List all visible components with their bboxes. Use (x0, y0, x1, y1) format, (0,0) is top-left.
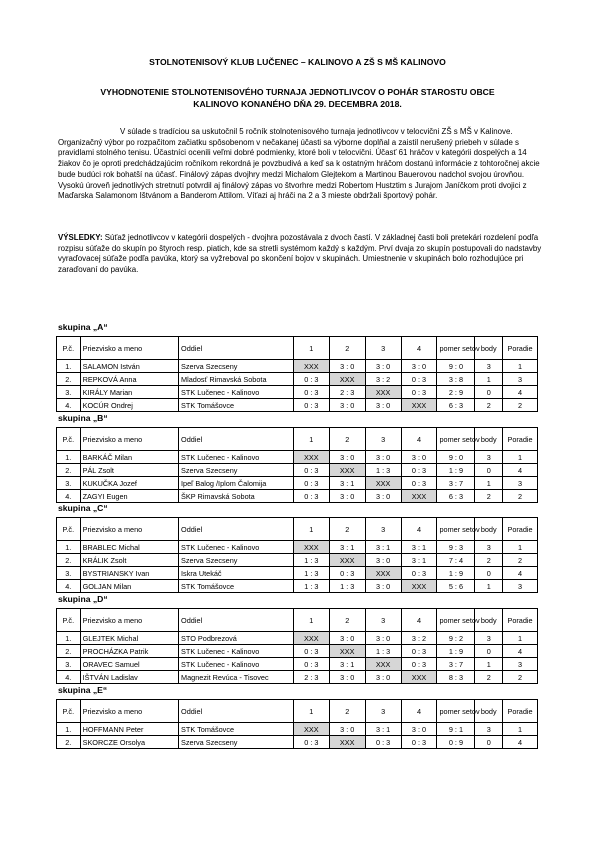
table-header-row (57, 700, 538, 723)
header-col-2: 2 (329, 700, 365, 723)
document-title-line-2: KALINOVO KONANÉHO DŇA 29. DECEMBRA 2018. (193, 99, 402, 109)
match-score: 3 : 0 (329, 399, 365, 412)
match-score: 0 : 3 (401, 567, 437, 580)
table-row (57, 671, 538, 684)
header-col-3: 3 (365, 428, 401, 451)
match-score: 0 : 3 (401, 386, 437, 399)
set-ratio: 9 : 2 (437, 632, 475, 645)
match-score: 0 : 3 (401, 645, 437, 658)
player-club: STK Lučenec - Kalinovo (179, 645, 294, 658)
match-score: XXX (293, 451, 329, 464)
points: 2 (475, 671, 503, 684)
row-number: 1. (57, 541, 81, 554)
header-club: Oddiel (179, 337, 294, 360)
match-score: 0 : 3 (365, 736, 401, 749)
table-row (57, 477, 538, 490)
row-number: 2. (57, 554, 81, 567)
match-score: 3 : 0 (365, 399, 401, 412)
row-number: 2. (57, 373, 81, 386)
match-score: XXX (329, 464, 365, 477)
points: 2 (475, 554, 503, 567)
rank: 4 (503, 736, 538, 749)
rank: 2 (503, 399, 538, 412)
player-club: STK Lučenec - Kalinovo (179, 386, 294, 399)
points: 3 (475, 632, 503, 645)
player-name: REPKOVÁ Anna (80, 373, 178, 386)
player-club: STK Lučenec - Kalinovo (179, 541, 294, 554)
header-pc: P.č. (57, 337, 81, 360)
table-row (57, 464, 538, 477)
group-title: skupina „D“ (58, 594, 108, 604)
match-score: 3 : 2 (401, 632, 437, 645)
points: 0 (475, 567, 503, 580)
header-pc: P.č. (57, 428, 81, 451)
match-score: 0 : 3 (293, 386, 329, 399)
points: 3 (475, 451, 503, 464)
points: 1 (475, 580, 503, 593)
header-col-2: 2 (329, 428, 365, 451)
header-col-1: 1 (293, 337, 329, 360)
header-points: body (475, 518, 503, 541)
match-score: 3 : 0 (365, 451, 401, 464)
match-score: 0 : 3 (401, 477, 437, 490)
match-score: XXX (365, 386, 401, 399)
header-club: Oddiel (179, 428, 294, 451)
header-col-3: 3 (365, 609, 401, 632)
match-score: 3 : 1 (401, 554, 437, 567)
match-score: XXX (365, 477, 401, 490)
row-number: 2. (57, 464, 81, 477)
table-header-row (57, 518, 538, 541)
set-ratio: 6 : 3 (437, 490, 475, 503)
table-row (57, 632, 538, 645)
points: 3 (475, 723, 503, 736)
points: 2 (475, 490, 503, 503)
player-name: BYSTRIANSKY Ivan (80, 567, 178, 580)
match-score: 0 : 3 (401, 464, 437, 477)
table-header-row (57, 337, 538, 360)
player-name: ZAGYI Eugen (80, 490, 178, 503)
row-number: 3. (57, 386, 81, 399)
header-club: Oddiel (179, 700, 294, 723)
rank: 4 (503, 567, 538, 580)
rank: 3 (503, 373, 538, 386)
match-score: XXX (293, 360, 329, 373)
match-score: 1 : 3 (365, 645, 401, 658)
header-col-2: 2 (329, 518, 365, 541)
set-ratio: 9 : 0 (437, 451, 475, 464)
header-club: Oddiel (179, 609, 294, 632)
match-score: 0 : 3 (401, 658, 437, 671)
match-score: XXX (329, 554, 365, 567)
group-table (56, 427, 538, 503)
table-row (57, 580, 538, 593)
group-title: skupina „E“ (58, 685, 108, 695)
player-name: SALAMON István (80, 360, 178, 373)
match-score: 3 : 2 (365, 373, 401, 386)
points: 1 (475, 373, 503, 386)
player-club: Szerva Szecseny (179, 360, 294, 373)
header-name: Priezvisko a meno (80, 609, 178, 632)
set-ratio: 8 : 3 (437, 671, 475, 684)
player-name: BARKÁČ Milan (80, 451, 178, 464)
rank: 4 (503, 464, 538, 477)
player-club: STK Lučenec - Kalinovo (179, 451, 294, 464)
player-name: PROCHÁZKA Patrik (80, 645, 178, 658)
rank: 3 (503, 658, 538, 671)
player-name: KRÁLIK Zsolt (80, 554, 178, 567)
match-score: 3 : 0 (365, 490, 401, 503)
header-points: body (475, 609, 503, 632)
header-rank: Poradie (503, 428, 538, 451)
rank: 1 (503, 451, 538, 464)
match-score: 0 : 3 (293, 477, 329, 490)
header-col-4: 4 (401, 337, 437, 360)
header-col-1: 1 (293, 700, 329, 723)
header-col-4: 4 (401, 518, 437, 541)
table-row (57, 736, 538, 749)
table-row (57, 567, 538, 580)
match-score: XXX (401, 399, 437, 412)
rank: 3 (503, 580, 538, 593)
match-score: 3 : 0 (329, 360, 365, 373)
match-score: XXX (329, 736, 365, 749)
points: 0 (475, 736, 503, 749)
header-set-ratio: pomer setov (437, 337, 475, 360)
match-score: 0 : 3 (293, 490, 329, 503)
table-header-row (57, 428, 538, 451)
player-club: Magnezit Revúca - Tisovec (179, 671, 294, 684)
player-club: Szerva Szecseny (179, 554, 294, 567)
header-col-3: 3 (365, 518, 401, 541)
match-score: 0 : 3 (401, 373, 437, 386)
match-score: XXX (401, 580, 437, 593)
row-number: 4. (57, 490, 81, 503)
match-score: XXX (293, 541, 329, 554)
table-row (57, 386, 538, 399)
match-score: 0 : 3 (293, 736, 329, 749)
header-col-4: 4 (401, 700, 437, 723)
set-ratio: 2 : 9 (437, 386, 475, 399)
match-score: XXX (365, 658, 401, 671)
set-ratio: 1 : 9 (437, 645, 475, 658)
player-name: KOCÚR Ondrej (80, 399, 178, 412)
match-score: 3 : 0 (329, 451, 365, 464)
rank: 2 (503, 671, 538, 684)
match-score: 3 : 1 (365, 541, 401, 554)
match-score: 3 : 0 (401, 723, 437, 736)
match-score: 2 : 3 (329, 386, 365, 399)
match-score: 3 : 0 (365, 554, 401, 567)
match-score: 1 : 3 (293, 567, 329, 580)
header-name: Priezvisko a meno (80, 337, 178, 360)
match-score: 3 : 1 (329, 541, 365, 554)
table-row (57, 399, 538, 412)
set-ratio: 7 : 4 (437, 554, 475, 567)
header-name: Priezvisko a meno (80, 700, 178, 723)
header-pc: P.č. (57, 700, 81, 723)
group-table (56, 517, 538, 593)
match-score: XXX (329, 645, 365, 658)
player-club: Mladosť Rimavská Sobota (179, 373, 294, 386)
table-row (57, 490, 538, 503)
header-col-4: 4 (401, 609, 437, 632)
table-row (57, 451, 538, 464)
row-number: 4. (57, 671, 81, 684)
player-club: Szerva Szecseny (179, 736, 294, 749)
header-col-2: 2 (329, 609, 365, 632)
player-name: PÁL Zsolt (80, 464, 178, 477)
row-number: 4. (57, 399, 81, 412)
table-row (57, 645, 538, 658)
player-club: STK Tomášovce (179, 399, 294, 412)
player-name: KIRÁLY Marian (80, 386, 178, 399)
match-score: 3 : 0 (329, 490, 365, 503)
match-score: 3 : 1 (329, 658, 365, 671)
row-number: 1. (57, 632, 81, 645)
row-number: 1. (57, 360, 81, 373)
row-number: 2. (57, 736, 81, 749)
row-number: 4. (57, 580, 81, 593)
set-ratio: 6 : 3 (437, 399, 475, 412)
match-score: 3 : 1 (329, 477, 365, 490)
header-points: body (475, 337, 503, 360)
table-row (57, 373, 538, 386)
match-score: 3 : 0 (365, 671, 401, 684)
document-title-line-1: VYHODNOTENIE STOLNOTENISOVÉHO TURNAJA JEDNOTLIVCOV O POHÁR STAROSTU OBCE (100, 87, 495, 97)
header-points: body (475, 700, 503, 723)
header-pc: P.č. (57, 518, 81, 541)
rank: 1 (503, 723, 538, 736)
player-club: ŠKP Rimavská Sobota (179, 490, 294, 503)
player-club: STK Tomášovce (179, 580, 294, 593)
header-name: Priezvisko a meno (80, 428, 178, 451)
row-number: 1. (57, 451, 81, 464)
set-ratio: 9 : 0 (437, 360, 475, 373)
header-col-1: 1 (293, 428, 329, 451)
match-score: 0 : 3 (293, 464, 329, 477)
match-score: 3 : 1 (401, 541, 437, 554)
player-club: Ipeľ Balog /Iplom Čalomija (179, 477, 294, 490)
row-number: 2. (57, 645, 81, 658)
player-name: BRABLEC Michal (80, 541, 178, 554)
points: 3 (475, 360, 503, 373)
player-name: SKORCZE Orsolya (80, 736, 178, 749)
table-row (57, 554, 538, 567)
player-name: GOLJAN Milan (80, 580, 178, 593)
set-ratio: 3 : 7 (437, 477, 475, 490)
match-score: 3 : 0 (401, 451, 437, 464)
header-name: Priezvisko a meno (80, 518, 178, 541)
match-score: XXX (293, 723, 329, 736)
match-score: 0 : 3 (293, 645, 329, 658)
header-set-ratio: pomer setov (437, 700, 475, 723)
points: 0 (475, 386, 503, 399)
match-score: 3 : 0 (365, 360, 401, 373)
match-score: 1 : 3 (365, 464, 401, 477)
player-club: STK Lučenec - Kalinovo (179, 658, 294, 671)
header-points: body (475, 428, 503, 451)
match-score: 3 : 0 (329, 671, 365, 684)
player-name: HOFFMANN Peter (80, 723, 178, 736)
rank: 2 (503, 490, 538, 503)
match-score: 2 : 3 (293, 671, 329, 684)
player-name: GLEJTEK Michal (80, 632, 178, 645)
points: 1 (475, 477, 503, 490)
player-club: STK Tomášovce (179, 723, 294, 736)
match-score: 3 : 0 (365, 580, 401, 593)
rank: 4 (503, 645, 538, 658)
group-table (56, 608, 538, 684)
header-col-4: 4 (401, 428, 437, 451)
results-lead: VÝSLEDKY: (58, 233, 103, 242)
match-score: 3 : 0 (329, 632, 365, 645)
match-score: 0 : 3 (329, 567, 365, 580)
header-rank: Poradie (503, 518, 538, 541)
match-score: 1 : 3 (329, 580, 365, 593)
header-col-1: 1 (293, 609, 329, 632)
match-score: 3 : 0 (365, 632, 401, 645)
table-row (57, 723, 538, 736)
club-heading: STOLNOTENISOVÝ KLUB LUČENEC – KALINOVO A ZŠ S MŠ KALINOVO (149, 57, 446, 67)
row-number: 3. (57, 567, 81, 580)
match-score: 1 : 3 (293, 554, 329, 567)
set-ratio: 9 : 3 (437, 541, 475, 554)
header-col-3: 3 (365, 700, 401, 723)
set-ratio: 3 : 7 (437, 658, 475, 671)
header-col-3: 3 (365, 337, 401, 360)
player-club: Iskra Utekáč (179, 567, 294, 580)
intro-paragraph: V súlade s tradíciou sa uskutočnil 5 ročník stolnotenisového turnaja jednotlivcov v telocvični ZŠ s MŠ v Kalinove. Organizačný výbor po rozpačitom začiatku spôsobenom v nečakanej účasti sa výborne doplňal a zaistil nerušený priebeh v súlade s pravidlami stolného tenisu. Účastníci ocenili veľmi dobré podmienky, ktoré boli v telocvični. Účasť 61 hráčov v kategórii dospelých a 14 žiakov čo je oproti predchádzajúcim ročníkom rekordná je povzbudivá a keď sa k ostatným hráčom dostanú informácie z tohtoročnej akcie bude budúci rok bohatší na účasť. Finálový zápas dvojhry medzi Michalom Glejtekom a Martinou Bauerovou nadchol svojou úrovňou. Vysokú úroveň jednotlivých stretnutí potvrdil aj finálový zápas vo štvorhre medzi Robertom Hustztim s Jurajom Janíčkom proti dvojici z Maďarska Salamonom Ištvánom a Banderom Attilom. Víťazi aj hráči na 2 a 3 mieste obdržali športový pohár. (58, 127, 540, 201)
set-ratio: 5 : 6 (437, 580, 475, 593)
match-score: XXX (293, 632, 329, 645)
results-paragraph (58, 233, 544, 276)
points: 0 (475, 464, 503, 477)
header-set-ratio: pomer setov (437, 518, 475, 541)
header-rank: Poradie (503, 337, 538, 360)
match-score: XXX (401, 490, 437, 503)
points: 0 (475, 645, 503, 658)
table-row (57, 541, 538, 554)
header-rank: Poradie (503, 609, 538, 632)
match-score: XXX (401, 671, 437, 684)
rank: 1 (503, 632, 538, 645)
match-score: 0 : 3 (293, 373, 329, 386)
header-set-ratio: pomer setov (437, 609, 475, 632)
group-title: skupina „A“ (58, 322, 108, 332)
set-ratio: 9 : 1 (437, 723, 475, 736)
rank: 2 (503, 554, 538, 567)
rank: 3 (503, 477, 538, 490)
set-ratio: 3 : 8 (437, 373, 475, 386)
match-score: 0 : 3 (293, 399, 329, 412)
set-ratio: 0 : 9 (437, 736, 475, 749)
player-club: STO Podbrezová (179, 632, 294, 645)
row-number: 1. (57, 723, 81, 736)
table-row (57, 360, 538, 373)
results-text: Súťaž jednotlivcov v kategórii dospelých - dvojhra pozostávala z dvoch častí. V základnej časti boli pretekári rozdelení podľa rozpisu súťaže do skupín po štyroch resp. piatich, kde sa stretli systémom každý s každým. Prví dvaja zo skupín postupovali do nadstavby vyraďovacej súťaže podľa pavúka, ktorý sa vyžreboval po skončení bojov v skupinách. Umiestnenie v skupinách bolo rozhodujúce pri zaraďovaní do pavúka. (58, 233, 542, 275)
set-ratio: 1 : 9 (437, 464, 475, 477)
match-score: 0 : 3 (401, 736, 437, 749)
group-table (56, 699, 538, 749)
points: 2 (475, 399, 503, 412)
row-number: 3. (57, 477, 81, 490)
row-number: 3. (57, 658, 81, 671)
player-name: KUKUČKA Jozef (80, 477, 178, 490)
match-score: 3 : 0 (329, 723, 365, 736)
points: 3 (475, 541, 503, 554)
header-col-1: 1 (293, 518, 329, 541)
match-score: 1 : 3 (293, 580, 329, 593)
group-title: skupina „B“ (58, 413, 108, 423)
rank: 1 (503, 360, 538, 373)
match-score: 3 : 1 (365, 723, 401, 736)
set-ratio: 1 : 9 (437, 567, 475, 580)
player-club: Szerva Szecseny (179, 464, 294, 477)
header-set-ratio: pomer setov (437, 428, 475, 451)
rank: 4 (503, 386, 538, 399)
table-header-row (57, 609, 538, 632)
player-name: IŠTVÁN Ladislav (80, 671, 178, 684)
header-pc: P.č. (57, 609, 81, 632)
group-table (56, 336, 538, 412)
table-row (57, 658, 538, 671)
match-score: XXX (329, 373, 365, 386)
header-club: Oddiel (179, 518, 294, 541)
group-title: skupina „C“ (58, 503, 108, 513)
match-score: XXX (365, 567, 401, 580)
rank: 1 (503, 541, 538, 554)
match-score: 0 : 3 (293, 658, 329, 671)
header-col-2: 2 (329, 337, 365, 360)
match-score: 3 : 0 (401, 360, 437, 373)
header-rank: Poradie (503, 700, 538, 723)
points: 1 (475, 658, 503, 671)
player-name: ORAVEC Samuel (80, 658, 178, 671)
